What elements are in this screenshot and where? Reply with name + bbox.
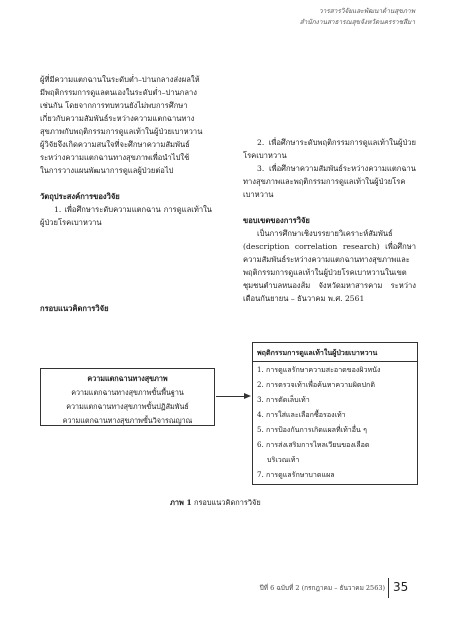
figure-caption (170, 497, 261, 509)
intro-line-7: ระหว่างความแตกฉานทางสุขภาพเพื่อนำไปใช้ (40, 153, 190, 162)
page-number: 35 (393, 580, 409, 594)
figure-caption-label: ภาพ 1 (170, 498, 192, 507)
scope-heading: ขอบเขตของการวิจัย (243, 216, 310, 225)
health-literacy-item: ความแตกฉานทางสุขภาพขั้นวิจารณญาณ (62, 416, 193, 425)
right-column (243, 136, 416, 305)
foot-care-item: 3. การตัดเล็บเท้า (257, 395, 310, 404)
intro-line-2: มีพฤติกรรมการดูแลตนเองในระดับต่ำ–ปานกลาง (40, 88, 198, 97)
foot-care-item: 5. การป้องกันการเกิดแผลที่เท้าอื่น ๆ (257, 425, 367, 434)
intro-line-8: ในการวางแผนพัฒนาการดูแลผู้ป่วยต่อไป (40, 166, 174, 175)
journal-header-title: วารสารวิจัยและพัฒนาด้านสุขภาพ (318, 7, 415, 15)
foot-care-title: พฤติกรรมการดูแลเท้าในผู้ป่วยเบาหวาน (253, 346, 417, 362)
foot-care-item: 6. การส่งเสริมการไหลเวียนของเลือด (257, 440, 370, 449)
framework-heading: กรอบแนวคิดการวิจัย (40, 304, 109, 313)
objective-1: 1. เพื่อศึกษาระดับความแตกฉาน การดูแลเท้าในผู้ป่วยโรคเบาหวาน (40, 205, 212, 227)
objective-3: 3. เพื่อศึกษาความสัมพันธ์ระหว่างความแตกฉานทางสุขภาพและพฤติกรรมการดูแลเท้าในผู้ป่วยโรคเบาหวาน (243, 164, 416, 199)
foot-care-item: 7. การดูแลรักษาบาดแผล (257, 470, 335, 479)
figure-caption-text: กรอบแนวคิดการวิจัย (193, 498, 261, 507)
foot-care-item: 4. การใส่และเลือกซื้อรองเท้า (257, 410, 346, 419)
journal-header-publisher: สำนักงานสาธารณสุขจังหวัดนครราชสีมา (299, 18, 415, 26)
foot-care-item: บริเวณเท้า (267, 455, 300, 464)
objective-heading: วัตถุประสงค์การของวิจัย (40, 192, 120, 201)
intro-line-1: ผู้ที่มีความแตกฉานในระดับต่ำ–ปานกลางส่งผลให้ (40, 75, 200, 84)
footer-divider (388, 578, 389, 598)
arrow-right-icon (244, 393, 251, 399)
health-literacy-box (40, 368, 215, 426)
foot-care-behavior-box (252, 342, 418, 485)
objective-2: 2. เพื่อศึกษาระดับพฤติกรรมการดูแลเท้าในผู้ป่วยโรคเบาหวาน (243, 138, 416, 160)
foot-care-item: 2. การตรวจเท้าเพื่อค้นหาความผิดปกติ (257, 380, 375, 389)
health-literacy-item: ความแตกฉานทางสุขภาพขั้นพื้นฐาน (71, 388, 184, 397)
health-literacy-item: ความแตกฉานทางสุขภาพขั้นปฏิสัมพันธ์ (66, 402, 189, 411)
health-literacy-title: ความแตกฉานทางสุขภาพ (87, 374, 168, 383)
intro-line-6: ผู้วิจัยจึงเกิดความสนใจที่จะศึกษาความสัมพันธ์ (40, 140, 190, 149)
intro-line-4: เกี่ยวกับความสัมพันธ์ระหว่างความแตกฉานทาง (40, 114, 195, 123)
scope-text: เป็นการศึกษาเชิงบรรยายวิเคราะห์สัมพันธ์ (description correlation research) เพื่อศึกษาความสัมพันธ์ระหว่างความแตกฉานทางสุขภาพและพฤติกรรมการดูแลเท้าในผู้ป่วยโรคเบาหวานในเขตชุมชนตำบลหนองส้ม จังหวัดมหาสารคาม ระหว่างเดือนกันยายน – ธันวาคม พ.ศ. 2561 (243, 229, 416, 303)
framework-arrow-line (216, 396, 246, 397)
left-column (40, 73, 212, 229)
intro-line-5: สุขภาพกับพฤติกรรมการดูแลเท้าในผู้ป่วยเบาหวาน (40, 127, 203, 136)
foot-care-item: 1. การดูแลรักษาความสะอาดของผิวหนัง (257, 365, 381, 374)
issue-info: ปีที่ 6 ฉบับที่ 2 (กรกฎาคม – ธันวาคม 2563) (259, 584, 385, 592)
intro-line-3: เช่นกัน โดยจากการทบทวนยังไม่พบการศึกษา (40, 101, 188, 110)
